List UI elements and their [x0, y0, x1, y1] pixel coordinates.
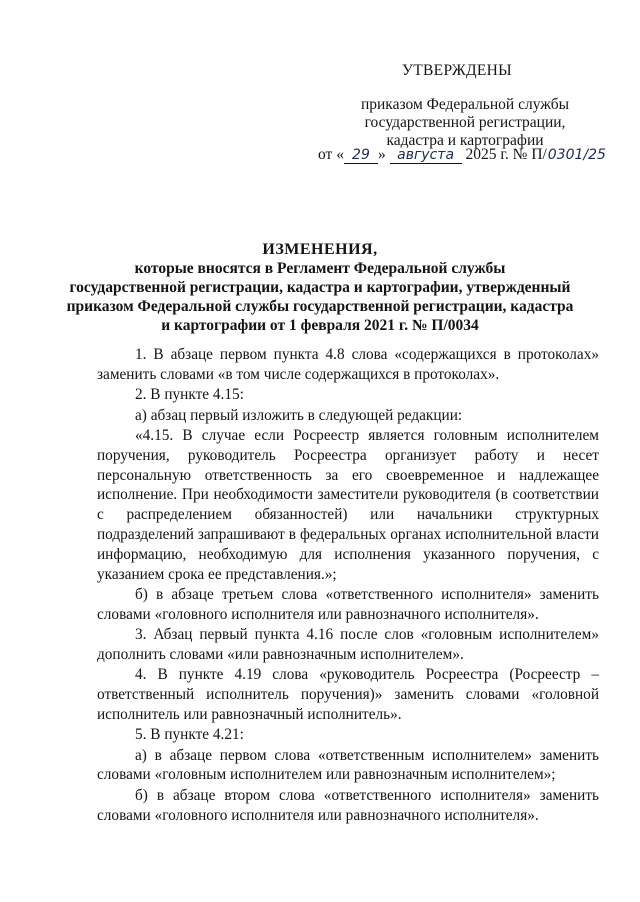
paragraph-subitem-b: б) в абзаце третьем слова «ответственного исполнителя» заменить словами «головного исполнителя или равнозначного исполнителя». — [97, 585, 599, 623]
title-line: ИЗМЕНЕНИЯ, — [262, 241, 378, 258]
approving-order-block — [300, 96, 630, 150]
paragraph-item-4: 4. В пункте 4.19 слова «руководитель Росреестра (Росреестр – ответственный исполнитель поручения)» заменить словами «головной исполнитель или равнозначный исполнитель». — [97, 666, 599, 723]
paragraph-subitem-a: а) в абзаце первом слова «ответственным исполнителем» заменить словами «головным исполнителем или равнозначным исполнителем»; — [97, 746, 599, 784]
title-line: и картографии от 1 февраля 2021 г. № П/0034 — [161, 317, 479, 334]
date-year: 2025 г. № П/ — [465, 146, 547, 163]
paragraph-item-1: 1. В абзаце первом пункта 4.8 слова «содержащихся в протоколах» заменить словами «в том числе содержащихся в протоколах». — [97, 346, 599, 383]
order-line: приказом Федеральной службы — [360, 96, 570, 113]
paragraph-item-2: 2. В пункте 4.15: — [135, 386, 244, 404]
handwritten-day: 29 — [344, 147, 378, 164]
document-title — [60, 240, 580, 335]
approval-stamp-heading: УТВЕРЖДЕНЫ — [402, 62, 512, 79]
paragraph-item-3: 3. Абзац первый пункта 4.16 после слов «головным исполнителем» дополнить словами «или равнозначным исполнителем». — [97, 626, 599, 663]
title-line: государственной регистрации, кадастра и картографии, утвержденный — [69, 279, 571, 296]
date-prefix: от « — [318, 146, 344, 163]
handwritten-order-number: 0301/25 — [547, 147, 606, 163]
order-date-row — [318, 146, 607, 164]
handwritten-month: августа — [390, 147, 462, 164]
order-line: кадастра и картографии — [386, 132, 544, 149]
document-body — [97, 345, 599, 826]
paragraph-subitem-a: а) абзац первый изложить в следующей редакции: — [135, 406, 463, 424]
paragraph-subitem-b: б) в абзаце втором слова «ответственного исполнителя» заменить словами «головного исполнителя или равнозначного исполнителя». — [97, 786, 599, 824]
date-mid: » — [377, 146, 386, 163]
title-line: которые вносятся в Регламент Федеральной службы — [134, 260, 506, 277]
order-line: государственной регистрации, — [364, 114, 566, 131]
title-line: приказом Федеральной службы государственной регистрации, кадастра — [66, 298, 574, 315]
paragraph-quoted-text: «4.15. В случае если Росреестр является головным исполнителем поручения, руководитель Росреестра организует работу и несет персональную ответственность за его своевременное и надлежащее исполнение. При необходимости заместители руководителя (в соответствии с распределением обязанностей) или начальники структурных подразделений запрашивают в федеральных органах исполнительной власти информацию, необходимую для исполнения указанного поручения, с указанием срока ее представления.»; — [97, 426, 599, 583]
paragraph-item-5: 5. В пункте 4.21: — [135, 726, 244, 744]
